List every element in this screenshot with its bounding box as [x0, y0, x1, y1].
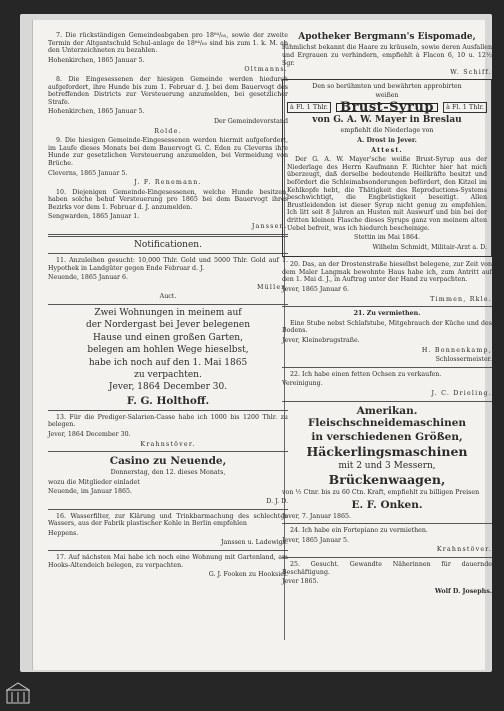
notice-22-signature: J. C. Drieling.: [431, 390, 492, 397]
box-agent-2: A. Drost in Jever.: [357, 136, 417, 144]
notice-11-signature: Müller,: [257, 283, 288, 291]
box-header-2: weißen: [375, 92, 399, 100]
divider: [48, 410, 288, 411]
casino-place: Neuende, im Januar 1865.: [48, 488, 133, 496]
notice-11-title: Auct.: [159, 293, 177, 301]
notice-11-text: 11. Anzuleihen gesucht: 10,000 Thlr. Gold und 5000 Thlr. Gold auf 1. Hypothek in Landgüter gegen Ende Februar d. J.: [48, 257, 288, 272]
notice-20-place: Jever, 1865 Januar 6.: [282, 286, 350, 294]
divider: [282, 306, 492, 307]
amerikan-line-3: Häckerlingsmaschinen: [306, 443, 468, 459]
box-agent-1: empfiehlt die Niederlage von: [340, 127, 434, 135]
divider: [48, 451, 288, 452]
left-column: [48, 32, 288, 581]
brust-syrup-advertisement: [282, 79, 492, 258]
notice-10-place: Sengwarden, 1865 Januar 1.: [48, 213, 140, 221]
divider: [48, 253, 288, 254]
notice-24-place: Jever, 1865 Januar 5.: [282, 536, 350, 544]
notice-7-text: 7. Die rückständigen Gemeindeabgaben pro 18⁶⁴/₆₅, sowie der zweite Termin der Altgantschuld Schul-anlage de 18⁶⁴/₆₅ sind bis zum 1. k. M. an den Unterzeichneten zu bezahlen.: [48, 32, 288, 55]
notice-12-date: Jever, 1864 December 30.: [108, 382, 228, 393]
divider: [48, 509, 288, 510]
box-title-row: [287, 99, 487, 115]
notice-12-line-f: zu verpachten.: [134, 370, 202, 381]
box-header-1: Den so berühmten und bewährten approbirten: [312, 82, 462, 90]
notice-24-signature: Krahnstöver.: [436, 546, 492, 554]
amerikan-signature: E. F. Onken.: [351, 498, 423, 511]
notice-10-signature: Janssen.: [251, 223, 288, 231]
notice-25-text: 25. Gesucht. Gewandte Näherinnen für dauernde Beschäftigung.: [282, 560, 492, 576]
notice-7-place: Hohenkirchen, 1865 Januar 5.: [48, 56, 145, 64]
notice-25-signature: Wolf D. Josephs.: [434, 587, 492, 595]
amerikan-line-1: Amerikan. Fleischschneidemaschinen: [307, 404, 467, 429]
casino-line-1: Donnerstag, den 12. dieses Monats,: [110, 469, 226, 477]
price-left: à Fl. 1 Thlr.: [287, 102, 331, 113]
attest-text: Der G. A. W. Mayer'sche weiße Brust-Syrup aus der Niederlage des Herrn Kaufmann F. Richter hier hat mich überzeugt, daß derselbe bedeutende Heilkräfte besitzt und befördert die Schleimabsonderungen befördert, den Kitzel im Kehlkopfe hebt, die Thätigkeit des Reproductions-Systems beschwichtigt, die Engbrüstigkeit beseitigt. Allen Brustleidenden ist dieser Syrup nicht genug zu empfehlen. Ich litt seit 8 Jahren an Husten mit Auswurf und bin bei der dritten kleinen Flasche dieses Syrups ganz von meinem alten Uebel befreit, was ich hiedurch bescheinige.: [287, 156, 487, 232]
brust-syrup-title: Brust-Syrup: [336, 103, 438, 113]
notice-8-signature-2: Rolde.: [154, 127, 182, 135]
divider: [282, 557, 492, 558]
notice-17-signature: G. J. Fooken zu Hooksiel.: [208, 571, 288, 579]
bergmann-signature: W. Schiff.: [450, 69, 492, 77]
notifications-heading: Notificationen.: [134, 239, 202, 250]
notice-21-heading: 21. Zu vermiethen.: [353, 310, 421, 318]
divider: [48, 304, 288, 305]
divider: [48, 550, 288, 551]
notice-16-place: Heppens.: [48, 529, 79, 537]
library-logo-icon: [6, 682, 30, 704]
notice-12-line-e: habe ich noch auf den 1. Mai 1865: [88, 357, 248, 368]
price-right: à Fl. 1 Thlr.: [443, 102, 487, 113]
notice-12-line-a: Zwei Wohnungen in meinem auf: [94, 308, 242, 319]
notice-21-signature-1: H. Bonnenkamp,: [421, 346, 492, 354]
notice-16-signature: Janssen u. Ladewigs.: [221, 539, 288, 547]
casino-signature: D. J. D.: [266, 498, 288, 506]
bergmann-text: rühmlichst bekannt die Haare zu kräuseln, sowie deren Ausfallen und Ergrauen zu verhindern, empfiehlt à Flacon 6, 10 u. 12½ Sgr.: [282, 44, 492, 67]
notice-13-text: 13. Für die Prediger-Salarien-Casse habe ich 1000 bis 1200 Thlr. zu belegen.: [48, 413, 288, 429]
notice-8-signature-1: Der Gemeindevorstand: [213, 117, 288, 125]
notice-22-place: Vereinigung.: [282, 380, 323, 388]
notice-12-line-b: der Nordergast bei Jever belegenen: [85, 320, 251, 331]
casino-heading: Casino zu Neuende,: [109, 455, 227, 468]
notice-24-text: 24. Ich habe ein Fortepiano zu vermiethen.: [290, 527, 428, 535]
amerikan-line-5: Brückenwaagen,: [328, 472, 446, 487]
notice-13-place: Jever, 1864 December 30.: [48, 431, 131, 439]
notice-22-text: 22. Ich habe einen fetten Ochsen zu verkaufen.: [290, 370, 442, 378]
amerikan-line-2: in verschiedenen Größen,: [311, 430, 463, 443]
notice-8-text: 8. Die Eingesessenen der hiesigen Gemeinde werden hiedurch aufgefordert, ihre Hunde bis zum 1. Februar d. J. bei dem Bauervogt des betreffenden Districts zur Versteuerung anzumelden, bei gesetzlicher Strafe.: [48, 75, 288, 106]
notice-17-text: 17. Auf nächsten Mai habe ich noch eine Wohnung mit Gartenland, am Hooks-Altendeich belegen, zu verpachten.: [48, 554, 288, 569]
notice-12-signature: F. G. Holthoff.: [126, 394, 210, 407]
amerikan-line-4: mit 2 und 3 Messern,: [338, 460, 436, 471]
notice-11-place: Neuende, 1865 Januar 6.: [48, 274, 129, 282]
notice-7-signature: Oltmanns.: [244, 66, 288, 74]
amerikan-line-6: von ½ Ctnr. bis zu 60 Ctn. Kraft, empfiehlt zu billigen Preisen: [282, 489, 480, 496]
notice-9-signature: J. F. Renemann.: [134, 179, 202, 187]
notice-20-text: 20. Das, an der Drostenstraße hieselbst belegene, zur Zeit von dem Maler Langmak bewohnte Haus habe ich, zum Antritt auf den 1. Mai d. J., in Auftrag unter der Hand zu verpachten.: [282, 261, 492, 284]
notice-25-place: Jever 1865.: [282, 578, 319, 586]
attest-heading: Attest.: [371, 146, 403, 154]
bergmann-heading: Apotheker Bergmann's Eispomade,: [298, 32, 476, 42]
amerikan-place: Jever, 7. Januar 1865.: [282, 512, 352, 520]
box-maker: von G. A. W. Mayer in Breslau: [312, 114, 462, 125]
notice-13-signature: Krahnstöver.: [140, 440, 196, 448]
divider: [282, 523, 492, 524]
casino-line-2: wozu die Mitglieder einladet: [48, 478, 140, 486]
notice-12-line-c: Hause und einen großen Garten,: [93, 332, 243, 343]
notice-21-text: Eine Stube nebst Schlafstube, Mitgebrauch der Küche und des Bodens.: [282, 319, 492, 335]
notice-20-signature: Timmen, Rkle.: [430, 295, 492, 303]
attest-place: Stettin im Mai 1864.: [354, 234, 420, 242]
notice-8-place: Hohenkirchen, 1865 Januar 5.: [48, 108, 145, 116]
section-divider: [48, 234, 288, 237]
notice-21-signature-2: Schlossermeister.: [435, 356, 492, 364]
notice-16-text: 16. Wasserfilter, zur Klärung und Trinkbarmachung des schlechten Wassers, aus der Fabrik plastischer Kohle in Berlin empfehlen: [48, 512, 288, 528]
notice-9-place: Cleverns, 1865 Januar 5.: [48, 169, 128, 177]
notice-9-text: 9. Die hiesigen Gemeinde-Eingesessenen werden hiermit aufgefordert, im Laufe dieses Monats bei dem Bauervogt G. C. Eden zu Cleverns ihre Hunde zur gesetzlichen Versteuerung anzumelden, bei Vermeidung von Brüche.: [48, 137, 288, 167]
divider: [282, 401, 492, 402]
divider: [282, 367, 492, 368]
notice-12-line-d: belegen am hohlen Wege hieselbst,: [87, 345, 249, 356]
right-column: [282, 32, 492, 597]
notice-21-place: Jever, Kleinebrugstraße.: [282, 337, 360, 345]
attest-signature: Wilhelm Schmidt, Militair-Arzt a. D.: [372, 243, 487, 251]
notice-10-text: 10. Diejenigen Gemeinde-Eingesessenen, welche Hunde besitzen, haben solche behuf Versteuerung pro 1865 bei dem Bauervogt ihres Bezirks vor dem 1. Februar d. J. anzumelden.: [48, 188, 288, 211]
